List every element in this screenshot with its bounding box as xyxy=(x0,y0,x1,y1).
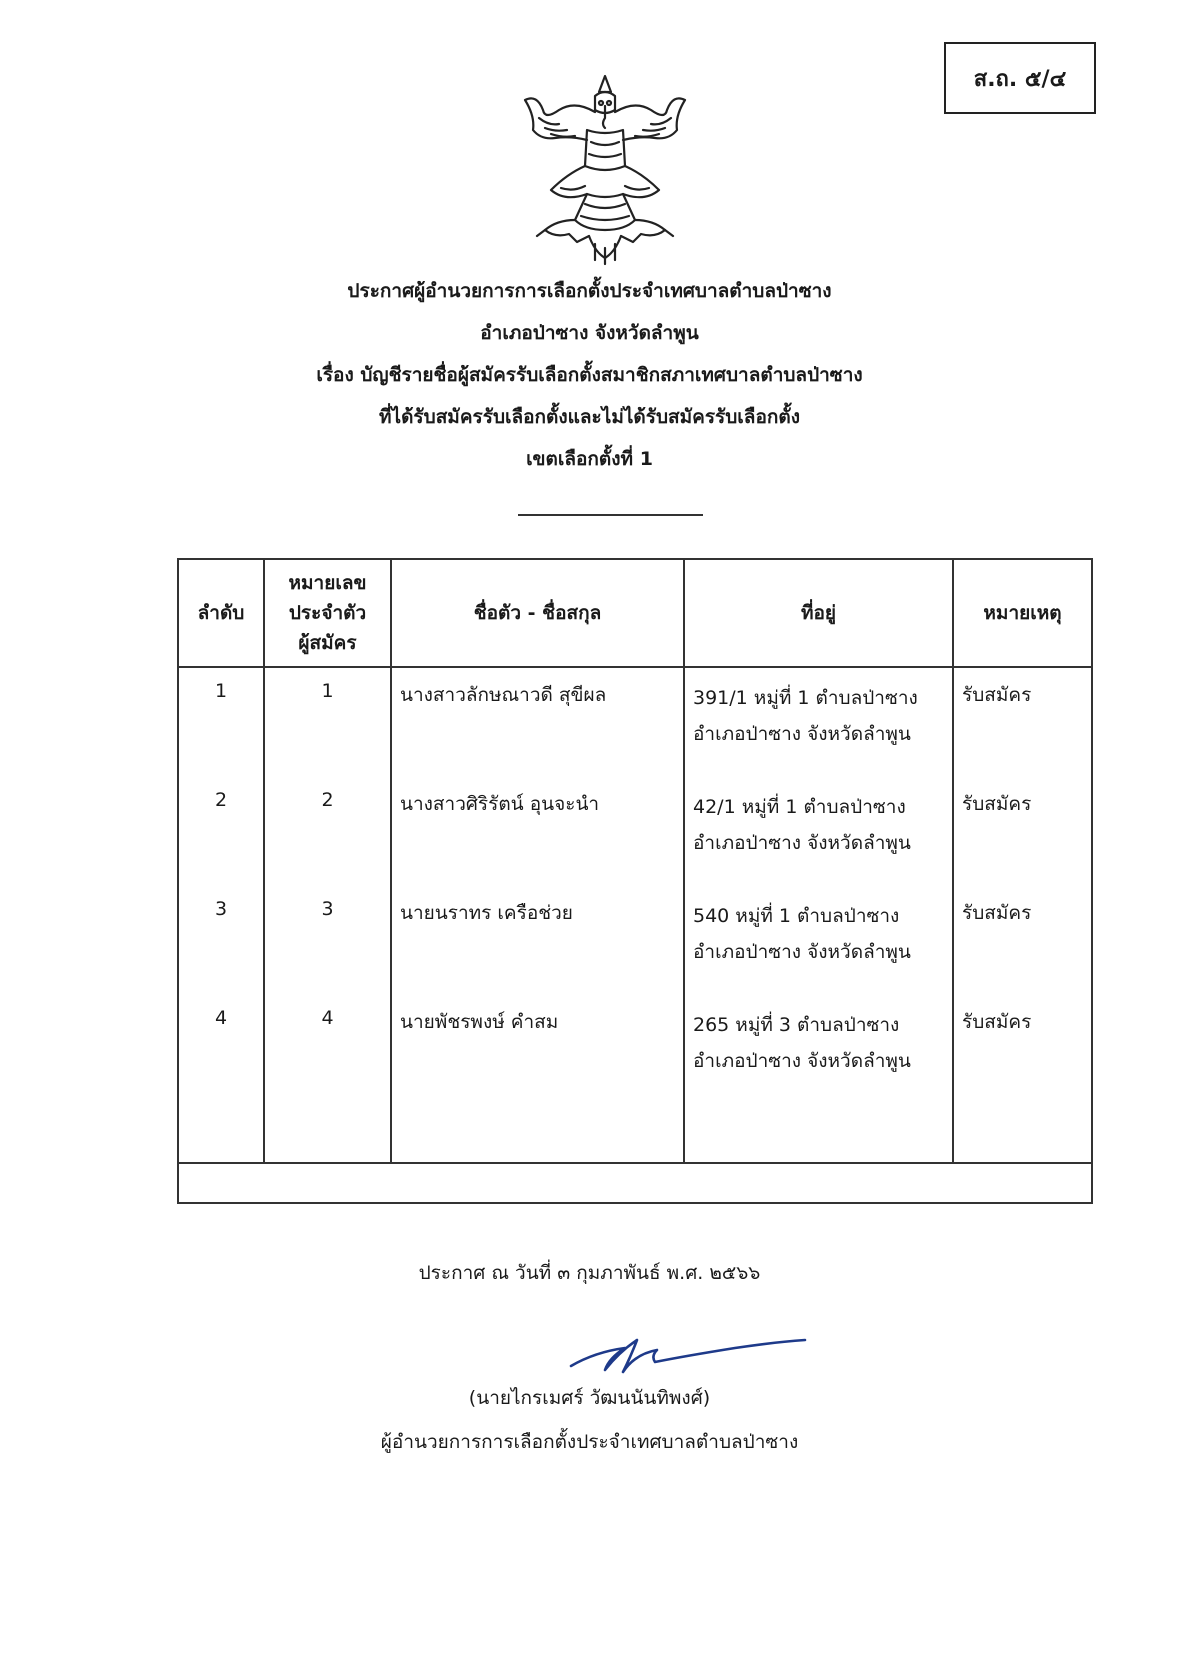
heading-line-subject: เรื่อง บัญชีรายชื่อผู้สมัครรับเลือกตั้งสมาชิกสภาเทศบาลตำบลป่าซาง xyxy=(316,364,863,386)
table-row xyxy=(178,898,1092,1007)
cell-name: นายพัชรพงษ์ คำสม xyxy=(391,1007,684,1116)
cell-address xyxy=(684,898,953,1007)
header-number-line2: ประจำตัว xyxy=(288,602,367,624)
table-blank-footer-row xyxy=(178,1163,1092,1203)
heading-line-district: อำเภอป่าซาง จังหวัดลำพูน xyxy=(480,322,699,344)
header-order: ลำดับ xyxy=(178,559,264,667)
cell-remark: รับสมัคร xyxy=(953,667,1092,789)
cell-number: 2 xyxy=(264,789,391,898)
heading-line-authority: ประกาศผู้อำนวยการการเลือกตั้งประจำเทศบาลตำบลป่าซาง xyxy=(347,280,832,302)
form-code-box: ส.ถ. ๕/๔ xyxy=(944,42,1096,114)
cell-name: นายนราทร เครือช่วย xyxy=(391,898,684,1007)
address-line1: 265 หมู่ที่ 3 ตำบลป่าซาง xyxy=(693,1014,900,1036)
address-line1: 391/1 หมู่ที่ 1 ตำบลป่าซาง xyxy=(693,687,918,709)
cell-number: 3 xyxy=(264,898,391,1007)
address-line2: อำเภอป่าซาง จังหวัดลำพูน xyxy=(693,941,911,963)
table-row xyxy=(178,1007,1092,1116)
heading-line-constituency: เขตเลือกตั้งที่ 1 xyxy=(526,448,653,470)
cell-order: 1 xyxy=(178,667,264,789)
header-number-line1: หมายเลข xyxy=(288,572,367,594)
table-filler-row xyxy=(178,1116,1092,1163)
address-line2: อำเภอป่าซาง จังหวัดลำพูน xyxy=(693,1050,911,1072)
address-line1: 540 หมู่ที่ 1 ตำบลป่าซาง xyxy=(693,905,900,927)
address-line2: อำเภอป่าซาง จังหวัดลำพูน xyxy=(693,832,911,854)
address-line1: 42/1 หมู่ที่ 1 ตำบลป่าซาง xyxy=(693,796,906,818)
cell-number: 4 xyxy=(264,1007,391,1116)
table-row xyxy=(178,667,1092,789)
cell-number: 1 xyxy=(264,667,391,789)
cell-remark: รับสมัคร xyxy=(953,1007,1092,1116)
handwritten-signature xyxy=(565,1322,815,1382)
signer-title: ผู้อำนวยการการเลือกตั้งประจำเทศบาลตำบลป่าซาง xyxy=(380,1431,799,1453)
cell-name: นางสาวลักษณาวดี สุขีผล xyxy=(391,667,684,789)
header-address: ที่อยู่ xyxy=(684,559,953,667)
table-row xyxy=(178,789,1092,898)
cell-remark: รับสมัคร xyxy=(953,898,1092,1007)
cell-order: 2 xyxy=(178,789,264,898)
address-line2: อำเภอป่าซาง จังหวัดลำพูน xyxy=(693,723,911,745)
header-number-line3: ผู้สมัคร xyxy=(298,632,357,654)
cell-address xyxy=(684,789,953,898)
header-candidate-number xyxy=(264,559,391,667)
header-name: ชื่อตัว - ชื่อสกุล xyxy=(391,559,684,667)
heading-line-status: ที่ได้รับสมัครรับเลือกตั้งและไม่ได้รับสมัครรับเลือกตั้ง xyxy=(379,406,800,428)
signer-name: (นายไกรเมศร์ วัฒนนันทิพงศ์) xyxy=(468,1387,711,1409)
table-header-row xyxy=(178,559,1092,667)
cell-order: 3 xyxy=(178,898,264,1007)
header-remark: หมายเหตุ xyxy=(953,559,1092,667)
cell-remark: รับสมัคร xyxy=(953,789,1092,898)
announcement-date: ประกาศ ณ วันที่ ๓ กุมภาพันธ์ พ.ศ. ๒๕๖๖ xyxy=(418,1262,761,1284)
garuda-emblem-icon xyxy=(515,70,695,266)
announcement-heading xyxy=(0,270,1179,480)
title-divider xyxy=(518,514,703,516)
cell-address xyxy=(684,1007,953,1116)
cell-name: นางสาวศิริรัตน์ อุนจะนำ xyxy=(391,789,684,898)
cell-order: 4 xyxy=(178,1007,264,1116)
cell-address xyxy=(684,667,953,789)
blank-footer-cell xyxy=(178,1163,1092,1203)
candidate-table xyxy=(177,558,1093,1204)
